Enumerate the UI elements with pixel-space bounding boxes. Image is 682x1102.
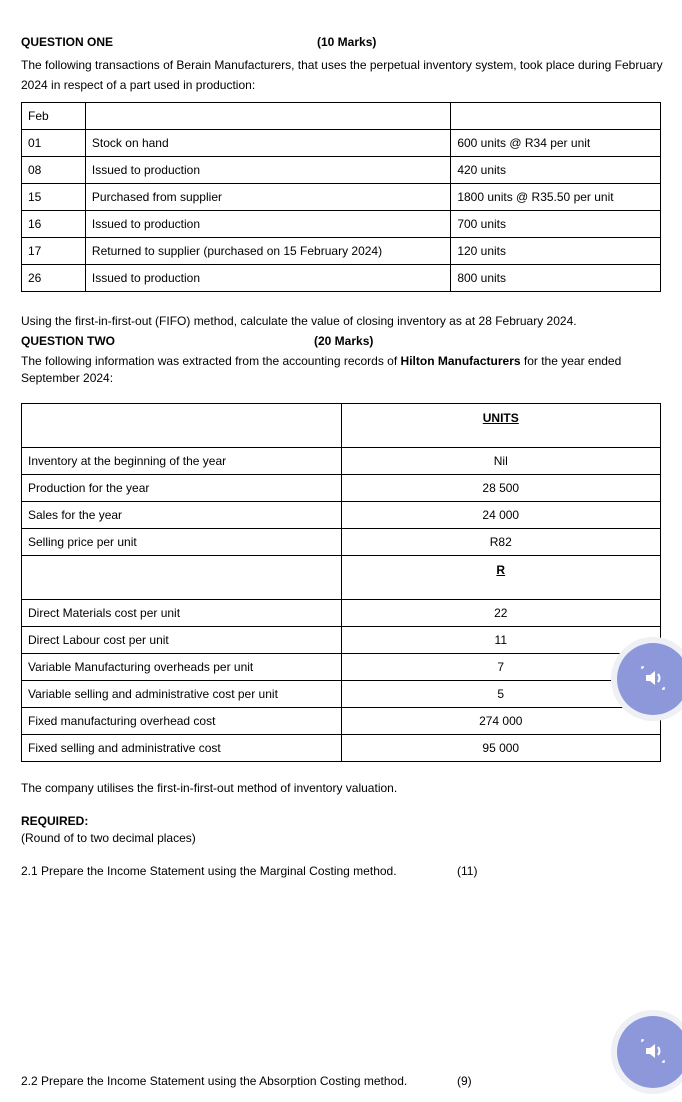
table-row (22, 735, 661, 762)
q1-instruction: Using the first-in-first-out (FIFO) method, calculate the value of closing inventory as at 28 February 2024. (21, 314, 577, 328)
value-cell: R82 (341, 529, 660, 556)
table-row (22, 681, 661, 708)
label-cell: Sales for the year (22, 502, 342, 529)
quantity-cell: 1800 units @ R35.50 per unit (451, 184, 661, 211)
q2-intro-text-end: for the year ended September 2024: (21, 354, 622, 385)
label-cell: Variable selling and administrative cost per unit (22, 681, 342, 708)
rounding-note: (Round of to two decimal places) (21, 831, 196, 845)
value-cell: Nil (341, 448, 660, 475)
q2-company-name: Hilton Manufacturers (400, 354, 521, 368)
q2-marks: (20 Marks) (314, 334, 374, 348)
table-row (22, 184, 661, 211)
quantity-cell: 700 units (451, 211, 661, 238)
read-aloud-button-2[interactable] (617, 1016, 682, 1088)
table-row (22, 600, 661, 627)
value-cell: 28 500 (341, 475, 660, 502)
label-cell: Production for the year (22, 475, 342, 502)
table-row (22, 103, 661, 130)
table-row (22, 211, 661, 238)
speaker-icon (638, 663, 668, 696)
q2-cost-table (21, 403, 661, 762)
header-cell: Feb (22, 103, 86, 130)
q2-note: The company utilises the first-in-first-out method of inventory valuation. (21, 781, 398, 795)
table-row (22, 708, 661, 735)
read-aloud-button[interactable] (617, 643, 682, 715)
rand-header-label: R (496, 563, 506, 577)
table-row (22, 502, 661, 529)
table-row (22, 529, 661, 556)
label-cell: Direct Labour cost per unit (22, 627, 342, 654)
quantity-cell: 800 units (451, 265, 661, 292)
value-cell: 274 000 (341, 708, 660, 735)
description-cell: Returned to supplier (purchased on 15 February 2024) (85, 238, 450, 265)
header-cell (451, 103, 661, 130)
date-cell: 26 (22, 265, 86, 292)
q2-title: QUESTION TWO (21, 334, 115, 348)
quantity-cell: 120 units (451, 238, 661, 265)
q1-title: QUESTION ONE (21, 35, 114, 49)
description-cell: Issued to production (85, 157, 450, 184)
date-cell: 15 (22, 184, 86, 211)
task-2-1-marks: (11) (457, 864, 478, 878)
date-cell: 01 (22, 130, 86, 157)
task-2-1: 2.1 Prepare the Income Statement using the Marginal Costing method. (21, 864, 397, 878)
table-row (22, 556, 661, 600)
description-cell: Issued to production (85, 211, 450, 238)
table-row (22, 448, 661, 475)
table-row (22, 654, 661, 681)
description-cell: Issued to production (85, 265, 450, 292)
header-cell (85, 103, 450, 130)
quantity-cell: 420 units (451, 157, 661, 184)
label-cell: Fixed selling and administrative cost (22, 735, 342, 762)
value-cell: 22 (341, 600, 660, 627)
blank-cell (22, 404, 342, 448)
label-cell: Variable Manufacturing overheads per unit (22, 654, 342, 681)
table-row (22, 265, 661, 292)
label-cell: Fixed manufacturing overhead cost (22, 708, 342, 735)
description-cell: Stock on hand (85, 130, 450, 157)
q1-marks: (10 Marks) (317, 35, 377, 49)
value-cell: 7 (341, 654, 660, 681)
date-cell: 08 (22, 157, 86, 184)
units-column-header (341, 404, 660, 448)
table-row (22, 475, 661, 502)
table-row (22, 238, 661, 265)
value-cell: 5 (341, 681, 660, 708)
q2-intro (21, 353, 666, 387)
description-cell: Purchased from supplier (85, 184, 450, 211)
q2-intro-text: The following information was extracted from the accounting records of (21, 354, 401, 368)
task-2-2-marks: (9) (457, 1074, 472, 1088)
table-row (22, 130, 661, 157)
label-cell: Selling price per unit (22, 529, 342, 556)
task-2-2: 2.2 Prepare the Income Statement using the Absorption Costing method. (21, 1074, 408, 1088)
date-cell: 16 (22, 211, 86, 238)
required-label: REQUIRED: (21, 814, 89, 828)
speaker-icon (638, 1036, 668, 1069)
q1-transactions-table (21, 102, 661, 292)
units-header-label: UNITS (482, 411, 519, 425)
table-row (22, 157, 661, 184)
label-cell: Direct Materials cost per unit (22, 600, 342, 627)
table-row (22, 627, 661, 654)
blank-cell (22, 556, 342, 600)
date-cell: 17 (22, 238, 86, 265)
value-cell: 95 000 (341, 735, 660, 762)
value-cell: 24 000 (341, 502, 660, 529)
quantity-cell: 600 units @ R34 per unit (451, 130, 661, 157)
label-cell: Inventory at the beginning of the year (22, 448, 342, 475)
value-cell: 11 (341, 627, 660, 654)
q1-intro: The following transactions of Berain Manufacturers, that uses the perpetual inventory system, took place during February 2024 in respect of a part used in production: (21, 58, 663, 92)
rand-column-header (341, 556, 660, 600)
table-row (22, 404, 661, 448)
